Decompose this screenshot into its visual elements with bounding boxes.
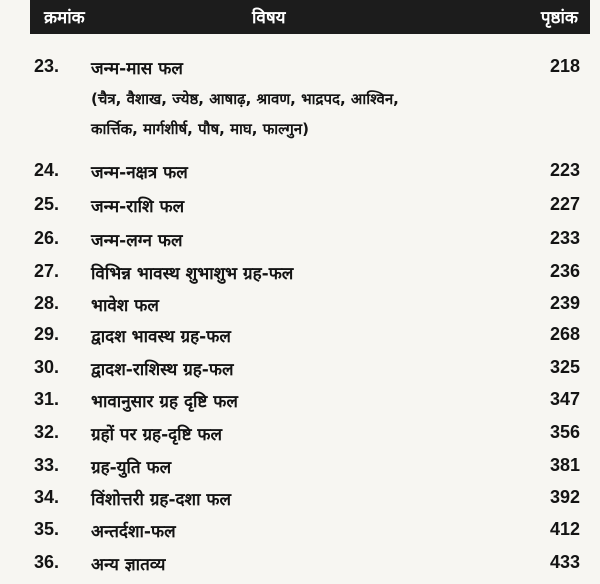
entry-number: 36.: [34, 552, 60, 572]
entry-title: ग्रह-युति फल: [91, 458, 172, 478]
entry-number: 28.: [34, 293, 60, 313]
entry-title: जन्म-नक्षत्र फल: [91, 163, 188, 183]
toc-row: [0, 293, 600, 323]
toc-row: [0, 357, 600, 387]
entry-title: विंशोत्तरी ग्रह-दशा फल: [91, 490, 232, 510]
entry-page: 268: [549, 324, 580, 344]
entry-number: 27.: [34, 261, 60, 281]
entry-number: 31.: [34, 389, 60, 409]
table-header: [30, 0, 590, 34]
header-page: पृष्ठांक: [540, 8, 578, 28]
entry-title: जन्म-मास फल: [91, 59, 183, 79]
entry-number: 29.: [34, 324, 60, 344]
entry-title: अन्य ज्ञातव्य: [91, 555, 166, 575]
entry-title: द्वादश भावस्थ ग्रह-फल: [91, 327, 231, 347]
entry-number: 23.: [34, 56, 60, 76]
entry-number: 25.: [34, 194, 60, 214]
entry-number: 34.: [34, 487, 60, 507]
entry-title: जन्म-राशि फल: [91, 197, 185, 217]
toc-row: [0, 519, 600, 549]
entry-title: विभिन्न भावस्थ शुभाशुभ ग्रह-फल: [91, 264, 294, 284]
entry-title: भावेश फल: [91, 296, 159, 316]
toc-row: [0, 389, 600, 419]
entry-title: ग्रहों पर ग्रह-दृष्टि फल: [91, 425, 223, 445]
entry-number: 30.: [34, 357, 60, 377]
entry-page: 227: [549, 194, 580, 214]
toc-row: [0, 455, 600, 485]
entry-page: 325: [549, 357, 580, 377]
entry-title: द्वादश-राशिस्थ ग्रह-फल: [91, 360, 234, 380]
toc-row: [0, 228, 600, 258]
toc-row: [0, 194, 600, 224]
entry-page: 233: [549, 228, 580, 248]
entry-page: 412: [549, 519, 580, 539]
entry-page: 347: [549, 389, 580, 409]
entry-page: 356: [549, 422, 580, 442]
toc-row: [0, 56, 600, 86]
entry-number: 33.: [34, 455, 60, 475]
entry-page: 223: [549, 160, 580, 180]
toc-row: [0, 552, 600, 582]
entry-page: 236: [549, 261, 580, 281]
entry-subtext: (चैत्र, वैशाख, ज्येष्ठ, आषाढ़, श्रावण, भाद्रपद, आश्विन, कार्त्तिक, मार्गशीर्ष, पौष, माघ, फाल्गुन): [91, 90, 399, 138]
entry-page: 218: [549, 56, 580, 76]
entry-number: 24.: [34, 160, 60, 180]
entry-number: 26.: [34, 228, 60, 248]
entry-title: भावानुसार ग्रह दृष्टि फल: [91, 392, 238, 412]
entry-number: 35.: [34, 519, 60, 539]
entry-page: 433: [549, 552, 580, 572]
entry-page: 239: [549, 293, 580, 313]
toc-row: [0, 422, 600, 452]
toc-row: [0, 261, 600, 291]
entry-number: 32.: [34, 422, 60, 442]
header-number: क्रमांक: [44, 8, 85, 28]
entry-page: 392: [549, 487, 580, 507]
toc-row: [0, 324, 600, 354]
entry-title: अन्तर्दशा-फल: [91, 522, 176, 542]
toc-row: [0, 487, 600, 517]
toc-row: [0, 160, 600, 190]
header-subject: विषय: [252, 8, 286, 28]
entry-title: जन्म-लग्न फल: [91, 231, 183, 251]
entry-page: 381: [549, 455, 580, 475]
